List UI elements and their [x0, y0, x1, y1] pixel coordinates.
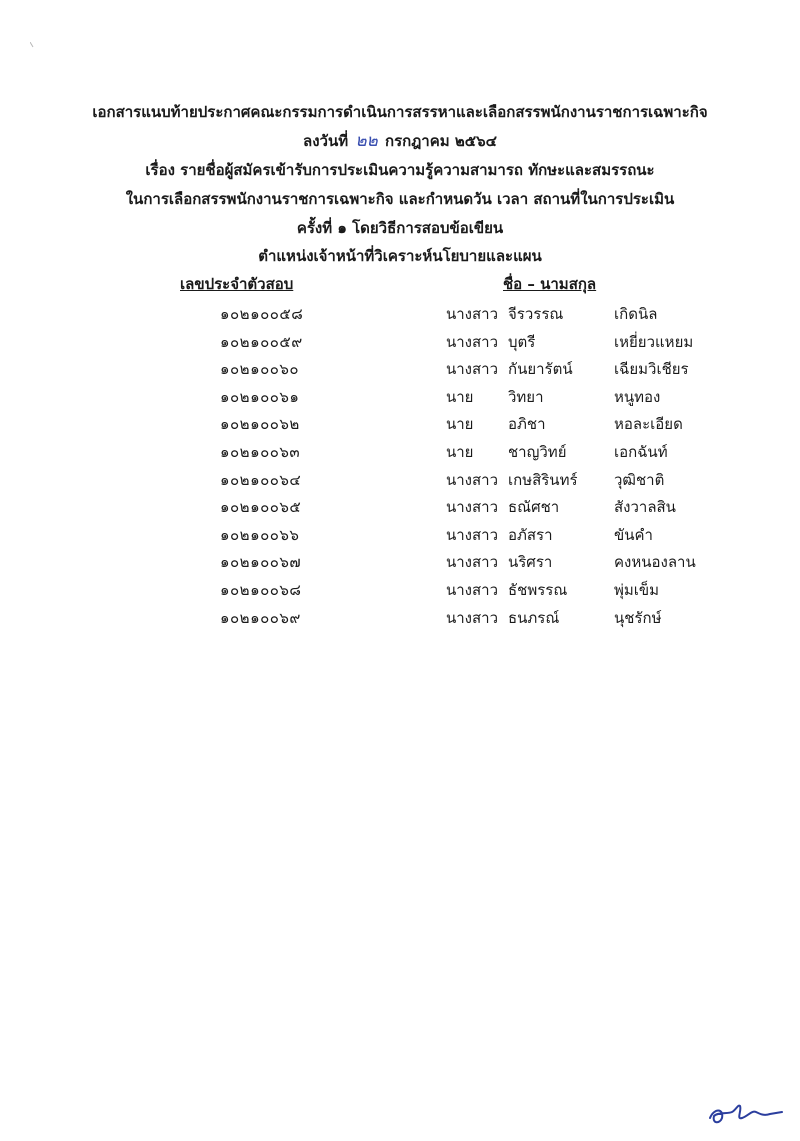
- candidate-first-name: อภัสรา: [508, 525, 553, 544]
- candidate-title: นางสาว: [446, 498, 499, 517]
- candidate-first-name: วิทยา: [508, 387, 544, 406]
- candidate-id: ๑๐๒๑๐๐๖๖: [220, 525, 300, 544]
- candidate-id: ๑๐๒๑๐๐๕๘: [220, 305, 304, 323]
- candidate-first-name: จีรวรรณ: [508, 305, 564, 323]
- document-header: [0, 98, 800, 243]
- candidate-row: [0, 546, 800, 574]
- candidate-row: [0, 326, 800, 354]
- candidate-row: [0, 408, 800, 436]
- date-prefix: ลงวันที่: [303, 132, 349, 150]
- date-suffix: กรกฎาคม ๒๕๖๔: [385, 132, 497, 150]
- candidate-id: ๑๐๒๑๐๐๖๓: [220, 442, 301, 461]
- candidate-id: ๑๐๒๑๐๐๖๒: [220, 415, 300, 434]
- candidate-title: นางสาว: [446, 470, 499, 489]
- candidate-id: ๑๐๒๑๐๐๖๗: [220, 553, 302, 572]
- candidate-row: [0, 464, 800, 492]
- candidate-title: นางสาว: [446, 608, 499, 627]
- candidate-first-name: เกษสิรินทร์: [508, 470, 578, 489]
- candidate-last-name: ขันคำ: [614, 525, 653, 544]
- candidate-title: นางสาว: [446, 580, 499, 599]
- candidate-last-name: เกิดนิล: [614, 305, 658, 323]
- handwritten-day: ๒๒: [355, 131, 378, 151]
- candidate-first-name: ธณัศชา: [508, 498, 560, 517]
- position-title: ตำแหน่งเจ้าหน้าที่วิเคราะห์นโยบายและแผน: [258, 247, 542, 265]
- candidate-row: [0, 436, 800, 464]
- candidate-title: นาย: [446, 442, 474, 461]
- candidate-row: [0, 491, 800, 519]
- candidate-id: ๑๐๒๑๐๐๕๙: [220, 332, 303, 351]
- signature-mark: [708, 1098, 786, 1128]
- candidate-last-name: นุชรักษ์: [614, 608, 662, 627]
- candidate-first-name: ธนภรณ์: [508, 608, 560, 627]
- candidate-row: [0, 298, 800, 326]
- candidate-last-name: คงหนองลาน: [614, 553, 696, 572]
- candidate-id: ๑๐๒๑๐๐๖๙: [220, 608, 301, 627]
- candidate-last-name: สังวาลสิน: [614, 498, 676, 517]
- candidate-row: [0, 519, 800, 547]
- candidate-row: [0, 602, 800, 630]
- candidate-row: [0, 381, 800, 409]
- candidate-last-name: หนูทอง: [614, 387, 661, 406]
- candidate-last-name: เอกฉันท์: [614, 442, 668, 461]
- header-line-4: ในการเลือกสรรพนักงานราชการเฉพาะกิจ และกำหนดวัน เวลา สถานที่ในการประเมิน: [125, 190, 675, 208]
- candidate-first-name: ชาญวิทย์: [508, 442, 567, 461]
- candidate-title: นางสาว: [446, 525, 499, 544]
- header-line-2: [0, 127, 800, 156]
- candidate-title: นาย: [446, 415, 474, 434]
- candidate-id: ๑๐๒๑๐๐๖๕: [220, 498, 302, 517]
- candidate-first-name: นริศรา: [508, 553, 553, 572]
- candidate-last-name: เหยี่ยวแหยม: [614, 332, 694, 351]
- candidate-title: นางสาว: [446, 305, 499, 323]
- candidate-title: นางสาว: [446, 553, 499, 572]
- candidate-last-name: พุ่มเข็ม: [614, 580, 660, 599]
- candidate-id: ๑๐๒๑๐๐๖๐: [220, 360, 300, 379]
- candidate-title: นางสาว: [446, 332, 499, 351]
- scan-speck: [30, 33, 34, 39]
- candidate-title: นาย: [446, 387, 474, 406]
- candidate-first-name: ธัชพรรณ: [508, 580, 568, 599]
- header-line-1: เอกสารแนบท้ายประกาศคณะกรรมการดำเนินการสรรหาและเลือกสรรพนักงานราชการเฉพาะกิจ: [92, 103, 708, 121]
- candidate-title: นางสาว: [446, 360, 499, 379]
- candidate-last-name: หอละเอียด: [614, 415, 683, 434]
- candidate-last-name: วุฒิชาติ: [614, 470, 665, 489]
- candidate-id: ๑๐๒๑๐๐๖๔: [220, 470, 302, 489]
- candidate-row: [0, 353, 800, 381]
- candidate-id: ๑๐๒๑๐๐๖๘: [220, 580, 302, 599]
- candidate-list: [0, 298, 800, 629]
- header-line-5: ครั้งที่ ๑ โดยวิธีการสอบข้อเขียน: [296, 219, 504, 237]
- candidate-row: [0, 574, 800, 602]
- candidate-first-name: บุตรี: [508, 332, 536, 351]
- candidate-first-name: อภิชา: [508, 415, 546, 434]
- candidate-last-name: เฉียมวิเชียร: [614, 360, 689, 379]
- candidate-id: ๑๐๒๑๐๐๖๑: [220, 387, 300, 406]
- id-column-header: เลขประจำตัวสอบ: [180, 275, 294, 293]
- header-line-3: เรื่อง รายชื่อผู้สมัครเข้ารับการประเมินความรู้ความสามารถ ทักษะและสมรรถนะ: [145, 161, 655, 179]
- name-column-header: ชื่อ – นามสกุล: [503, 275, 597, 293]
- candidate-first-name: กันยารัตน์: [508, 360, 573, 379]
